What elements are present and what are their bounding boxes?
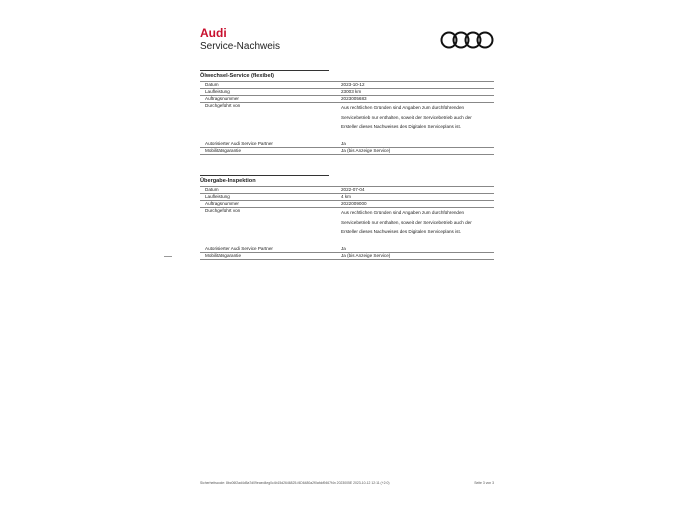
table-row [200,89,494,96]
row-label: Laufleistung [205,194,230,199]
row-label: Autorisierter Audi Service Partner [205,140,273,146]
section-handover-inspection [200,175,494,260]
row-value-line: Ersteller dieses Nachweises des Digitalen Serviceplans ist. [341,229,462,234]
row-value-line: Aus rechtlichen Gründen sind Angaben zum durchführenden [341,105,465,110]
row-value: Ja (bis Anzeige Service) [341,252,391,258]
table-row [200,148,494,155]
page-number: Seite 3 von 3 [474,481,494,485]
table-row [200,194,494,201]
brand-name: Audi [200,26,227,40]
table-row [200,208,494,237]
table-row [200,81,494,89]
row-label: Auftragsnummer [205,96,239,101]
table-row [200,201,494,208]
section-oil-service [200,70,494,155]
section-title: Ölwechsel-Service (flexibel) [200,70,329,81]
audi-rings-logo [440,30,494,55]
header-brand [200,27,280,52]
row-label: Datum [205,187,219,192]
row-value: 2023-10-12 [341,82,365,87]
table-row [200,103,494,132]
security-code: Sicherheitscode: 8bc06f2ad4d5a7d09eaed4eg0c4b15d2646825-f4D6480a2f0afdd9467f4n 2023005E 2023-10-12 12:11 (+2:0) [200,481,390,485]
row-value: 23003 km [341,89,362,94]
row-value: 2022009000 [341,201,367,206]
row-value: Ja [341,140,346,146]
row-value-line: Servicebetrieb nur enthalten, soweit der Servicebetrieb auch der [341,114,472,120]
row-value-line: Aus rechtlichen Gründen sind Angaben zum durchführenden [341,210,465,215]
row-value [341,208,494,237]
row-label: Durchgeführt von [205,208,241,213]
row-label: Autorisierter Audi Service Partner [205,245,273,251]
section-title: Übergabe-Inspektion [200,175,329,186]
table-row [200,186,494,194]
row-value: 4 km [341,194,351,199]
row-label: Laufleistung [205,89,230,94]
page-footer [200,481,494,485]
row-label: Durchgeführt von [205,103,241,108]
row-label: Datum [205,82,219,87]
margin-mark [164,256,172,257]
row-value: Ja (bis Anzeige Service) [341,147,391,153]
row-value [341,103,494,132]
document-title: Service-Nachweis [200,41,281,52]
row-label: Mobilitätsgarantie [205,147,242,153]
row-label: Auftragsnummer [205,201,239,206]
table-row [200,96,494,103]
row-value: 2022-07-04 [341,187,365,192]
row-value: Ja [341,245,346,251]
row-value: 2023005683 [341,96,367,101]
table-row [200,246,494,253]
row-value-line: Servicebetrieb nur enthalten, soweit der Servicebetrieb auch der [341,219,472,225]
table-row [200,141,494,148]
row-value-line: Ersteller dieses Nachweises des Digitalen Serviceplans ist. [341,124,462,129]
table-row [200,253,494,260]
row-label: Mobilitätsgarantie [205,252,242,258]
